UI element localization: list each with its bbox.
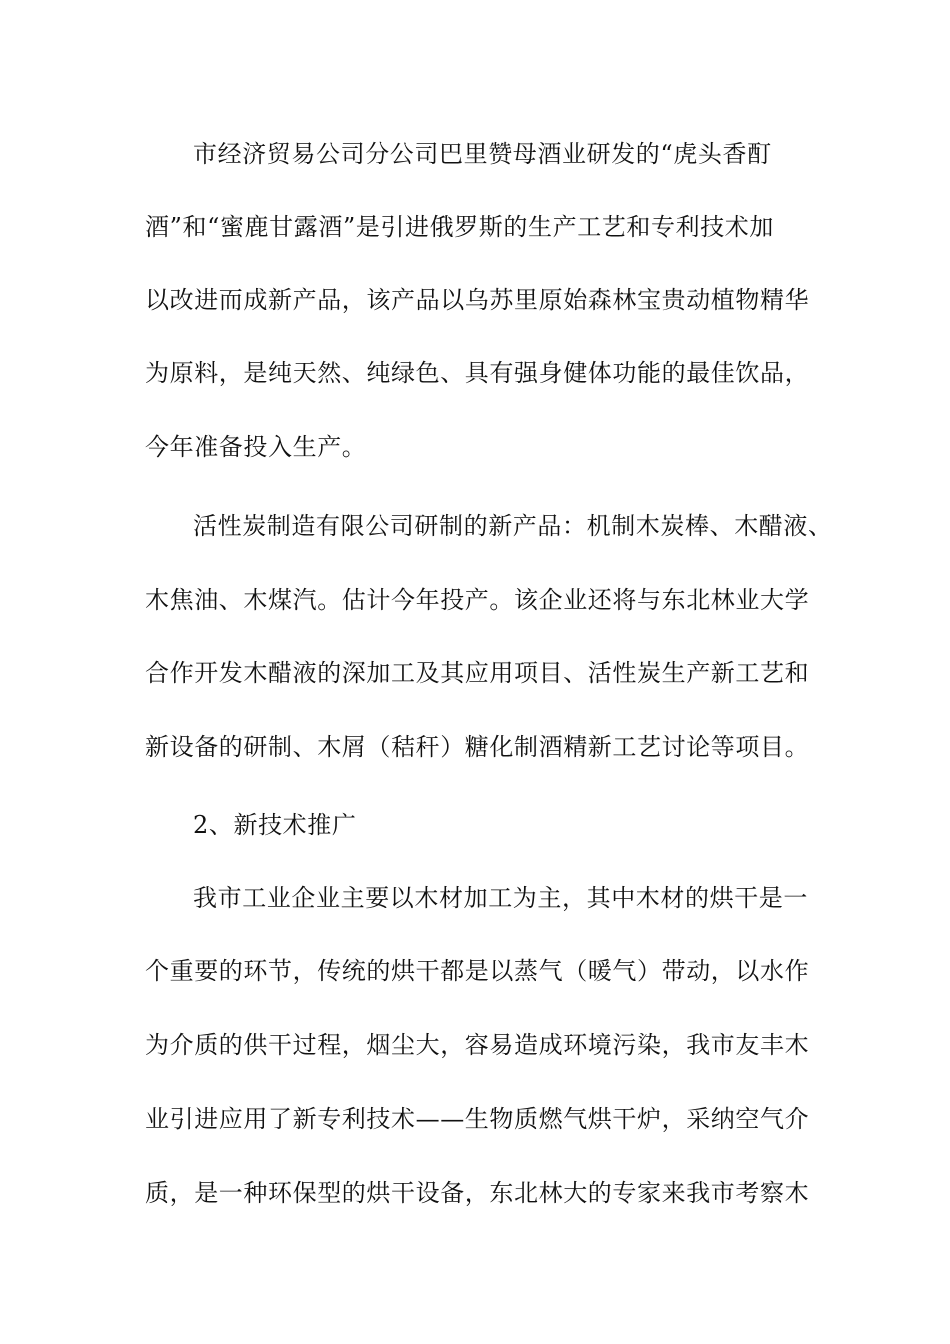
paragraph-2-line-2: 木焦油、木煤汽。估计今年投产。该企业还将与东北林业大学: [145, 586, 810, 614]
paragraph-3-line-4: 业引进应用了新专利技术——生物质燃气烘干炉，采纳空气介: [145, 1105, 810, 1133]
paragraph-1-line-5: 今年准备投入生产。: [145, 433, 367, 461]
paragraph-1-line-3: 以改进而成新产品，该产品以乌苏里原始森林宝贵动植物精华: [145, 286, 810, 314]
paragraph-2-line-4: 新设备的研制、木屑（秸秆）糖化制酒精新工艺讨论等项目。: [145, 733, 810, 761]
paragraph-1-line-4: 为原料，是纯天然、纯绿色、具有强身健体功能的最佳饮品，: [145, 359, 810, 387]
paragraph-1-line-1: 市经济贸易公司分公司巴里赞母酒业研发的“虎头香酊: [193, 140, 772, 168]
paragraph-1-line-2: 酒”和“蜜鹿甘露酒”是引进俄罗斯的生产工艺和专利技术加: [145, 213, 775, 241]
paragraph-3-line-2: 个重要的环节，传统的烘干都是以蒸气（暖气）带动，以水作: [145, 957, 810, 985]
paragraph-2-line-1: 活性炭制造有限公司研制的新产品：机制木炭棒、木醋液、: [193, 512, 833, 540]
paragraph-3-line-3: 为介质的供干过程，烟尘大，容易造成环境污染，我市友丰木: [145, 1031, 810, 1059]
section-heading: 2、新技术推广: [193, 811, 357, 839]
paragraph-3-line-1: 我市工业企业主要以木材加工为主，其中木材的烘干是一: [193, 884, 808, 912]
paragraph-3-line-5: 质，是一种环保型的烘干设备，东北林大的专家来我市考察木: [145, 1179, 810, 1207]
paragraph-2-line-3: 合作开发木醋液的深加工及其应用项目、活性炭生产新工艺和: [145, 659, 810, 687]
